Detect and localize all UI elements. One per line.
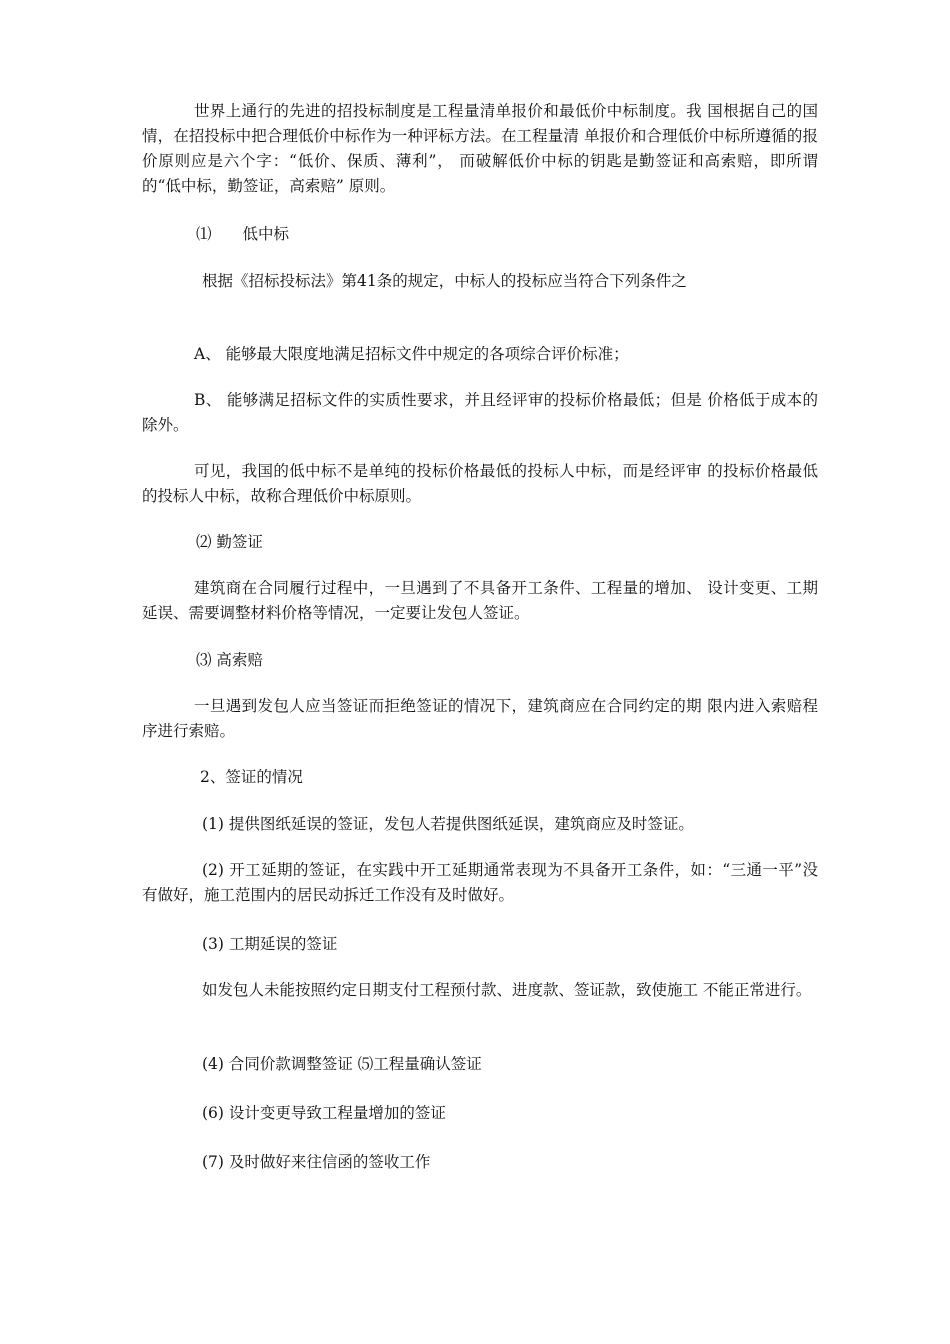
- visa-paragraph: 建筑商在合同履行过程中，一旦遇到了不具备开工条件、工程量的增加、 设计变更、工期延误、需要调整材料价格等情况，一定要让发包人签证。: [142, 579, 818, 622]
- claim-paragraph: 一旦遇到发包人应当签证而拒绝签证的情况下，建筑商应在合同约定的期 限内进入索赔程序进行索赔。: [142, 697, 818, 740]
- condition-a: A、 能够最大限度地满足招标文件中规定的各项综合评价标准；: [194, 345, 629, 363]
- section-heading-visa-cases: 2、签证的情况: [200, 768, 303, 786]
- section-heading-high-claim: ⑶ 高索赔: [196, 651, 263, 669]
- law-paragraph: 根据《招标投标法》第41条的规定，中标人的投标应当符合下列条件之: [202, 272, 687, 290]
- list-item-7: (7) 及时做好来往信函的签收工作: [202, 1153, 431, 1171]
- conclusion-paragraph: 可见，我国的低中标不是单纯的投标价格最低的投标人中标，而是经评审 的投标价格最低的投标人中标，故称合理低价中标原则。: [142, 462, 818, 505]
- condition-b: B、 能够满足招标文件的实质性要求，并且经评审的投标价格最低；但是 价格低于成本的除外。: [142, 391, 818, 434]
- list-item-4-5: (4) 合同价款调整签证 ⑸工程量确认签证: [202, 1055, 482, 1073]
- section-heading-diligent-visa: ⑵ 勤签证: [196, 533, 263, 551]
- list-item-2: (2) 开工延期的签证，在实践中开工延期通常表现为不具备开工条件，如：“三通一平”没有做好，施工范围内的居民动拆迁工作没有及时做好。: [142, 861, 818, 904]
- section-heading-low-bid: ⑴ 低中标: [196, 225, 290, 243]
- intro-paragraph: 世界上通行的先进的招投标制度是工程量清单报价和最低价中标制度。我 国根据自己的国情，在招投标中把合理低价中标作为一种评标方法。在工程量清 单报价和合理低价中标所遵循的报价原则应是六个字：“低价、保质、薄利”， 而破解低价中标的钥匙是勤签证和高索赔，即所谓的“低中标，勤签证，高索赔” 原则。: [142, 102, 818, 195]
- list-item-6: (6) 设计变更导致工程量增加的签证: [202, 1104, 446, 1122]
- delay-paragraph: 如发包人未能按照约定日期支付工程预付款、进度款、签证款，致使施工 不能正常进行。: [202, 981, 812, 999]
- list-item-1: (1) 提供图纸延误的签证，发包人若提供图纸延误，建筑商应及时签证。: [202, 815, 694, 833]
- list-item-3: (3) 工期延误的签证: [202, 935, 338, 953]
